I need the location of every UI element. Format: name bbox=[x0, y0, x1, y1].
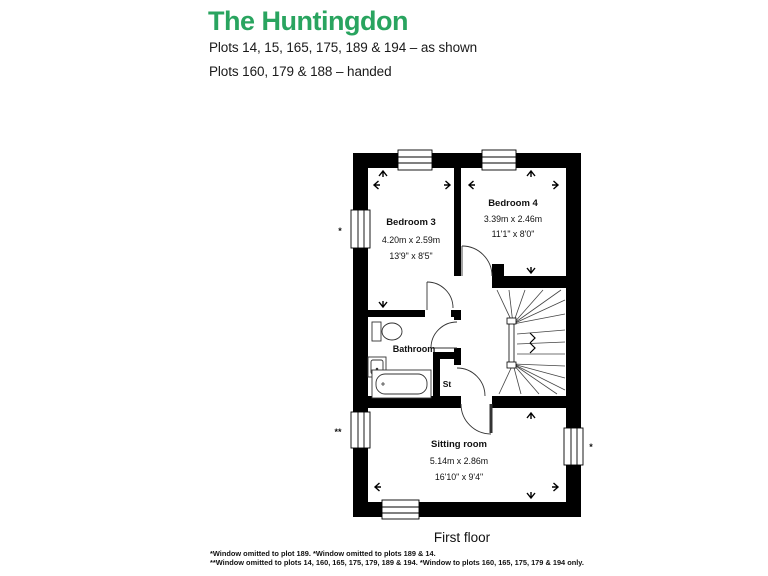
stair-handrail bbox=[507, 318, 516, 368]
bathroom-fixtures bbox=[368, 322, 431, 398]
plots-as-shown-text: Plots 14, 15, 165, 175, 189 & 194 – as shown bbox=[209, 40, 478, 55]
door-bedroom4 bbox=[462, 246, 492, 276]
footnote-line-2: **Window omitted to plots 14, 160, 165, 175, 179, 189 & 194. *Window to plots 160, 165, 175, 179 & 194 only. bbox=[210, 558, 584, 567]
door-sitting-room bbox=[461, 404, 491, 434]
storage-label: St bbox=[442, 379, 452, 389]
bedroom4-metric: 3.39m x 2.46m bbox=[483, 214, 543, 224]
window-sitting-bottom bbox=[382, 500, 419, 519]
room-labels bbox=[382, 198, 542, 482]
floor-plan bbox=[320, 145, 610, 560]
stairs bbox=[497, 290, 565, 394]
bedroom4-label: Bedroom 4 bbox=[488, 198, 538, 209]
door-storage bbox=[457, 368, 485, 396]
plots-handed-text: Plots 160, 179 & 188 – handed bbox=[209, 64, 392, 79]
bedroom3-imperial: 13'9" x 8'5" bbox=[389, 251, 433, 261]
window-sitting-right bbox=[564, 428, 583, 465]
sitting-room-imperial: 16'10" x 9'4" bbox=[434, 472, 484, 482]
toilet bbox=[372, 322, 402, 341]
window-sitting-left bbox=[351, 412, 370, 448]
page-title: The Huntingdon bbox=[208, 6, 408, 36]
bathtub bbox=[372, 370, 431, 398]
bedroom4-imperial: 11'1" x 8'0" bbox=[491, 229, 535, 239]
sitting-room-label: Sitting room bbox=[431, 439, 487, 450]
window-bedroom3-top bbox=[398, 150, 432, 170]
mark-bedroom3-left-window: * bbox=[338, 226, 342, 236]
floor-caption: First floor bbox=[433, 530, 491, 545]
footnotes bbox=[210, 549, 630, 567]
bedroom3-metric: 4.20m x 2.59m bbox=[381, 235, 441, 245]
mark-sitting-right-window: * bbox=[589, 442, 593, 452]
bedroom3-label: Bedroom 3 bbox=[386, 217, 436, 228]
door-bedroom3 bbox=[427, 282, 453, 310]
sitting-room-metric: 5.14m x 2.86m bbox=[429, 456, 489, 466]
window-bedroom4-top bbox=[482, 150, 516, 170]
bathroom-label: Bathroom bbox=[392, 344, 436, 354]
footnote-line-1: *Window omitted to plot 189. *Window omitted to plots 189 & 14. bbox=[210, 549, 436, 558]
mark-sitting-left-window: ** bbox=[334, 427, 342, 437]
window-bedroom3-left bbox=[351, 210, 370, 248]
